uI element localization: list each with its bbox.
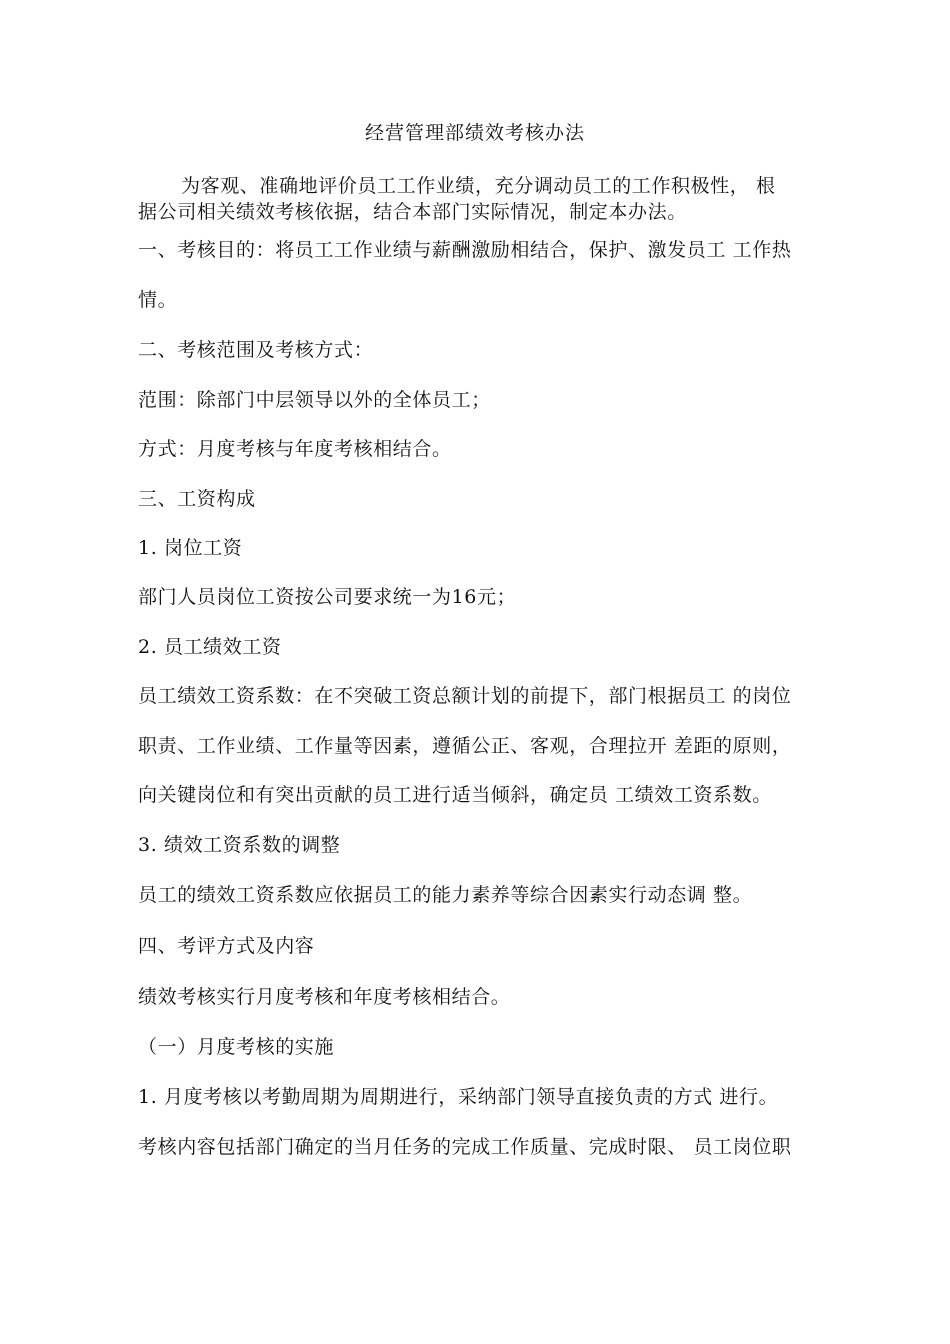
section-4-text: 绩效考核实行月度考核和年度考核相结合。 bbox=[138, 986, 511, 1008]
section-3-item-2-line-2: 职责、工作业绩、工作量等因素，遵循公正、客观，合理拉开 差距的原则， bbox=[138, 735, 792, 757]
intro-line-1: 为客观、准确地评价员工工作业绩，充分调动员工的工作积极性， 根 bbox=[181, 175, 776, 197]
section-4-sub-1-item-1: 1. 月度考核以考勤周期为周期进行，采纳部门领导直接负责的方式 进行。 bbox=[138, 1086, 779, 1108]
section-3-item-2-line-1: 员工绩效工资系数：在不突破工资总额计划的前提下，部门根据员工 的岗位 bbox=[138, 685, 792, 707]
section-3-item-1: 1. 岗位工资 bbox=[138, 537, 243, 559]
section-2-scope: 范围：除部门中层领导以外的全体员工； bbox=[138, 389, 491, 411]
section-3-item-3: 3. 绩效工资系数的调整 bbox=[138, 834, 341, 856]
section-3-item-1-text: 部门人员岗位工资按公司要求统一为16元； bbox=[138, 586, 517, 608]
document-title: 经营管理部绩效考核办法 bbox=[364, 122, 585, 144]
section-1-line-2: 情。 bbox=[138, 289, 178, 311]
section-4-heading: 四、考评方式及内容 bbox=[138, 935, 315, 957]
section-2-heading: 二、考核范围及考核方式： bbox=[138, 339, 374, 361]
section-4-subheading-1: （一）月度考核的实施 bbox=[138, 1036, 335, 1058]
section-1-line-1: 一、考核目的：将员工工作业绩与薪酬激励相结合，保护、激发员工 工作热 bbox=[138, 239, 792, 261]
intro-line-2: 据公司相关绩效考核依据，结合本部门实际情况，制定本办法。 bbox=[138, 201, 687, 223]
section-3-item-2-line-3: 向关键岗位和有突出贡献的员工进行适当倾斜，确定员 工绩效工资系数。 bbox=[138, 784, 772, 806]
section-3-heading: 三、工资构成 bbox=[138, 488, 256, 510]
section-3-item-2: 2. 员工绩效工资 bbox=[138, 636, 282, 658]
section-4-sub-1-line-2: 考核内容包括部门确定的当月任务的完成工作质量、完成时限、 员工岗位职 bbox=[138, 1136, 792, 1158]
section-2-method: 方式：月度考核与年度考核相结合。 bbox=[138, 438, 452, 460]
section-3-item-3-text: 员工的绩效工资系数应依据员工的能力素养等综合因素实行动态调 整。 bbox=[138, 884, 753, 906]
